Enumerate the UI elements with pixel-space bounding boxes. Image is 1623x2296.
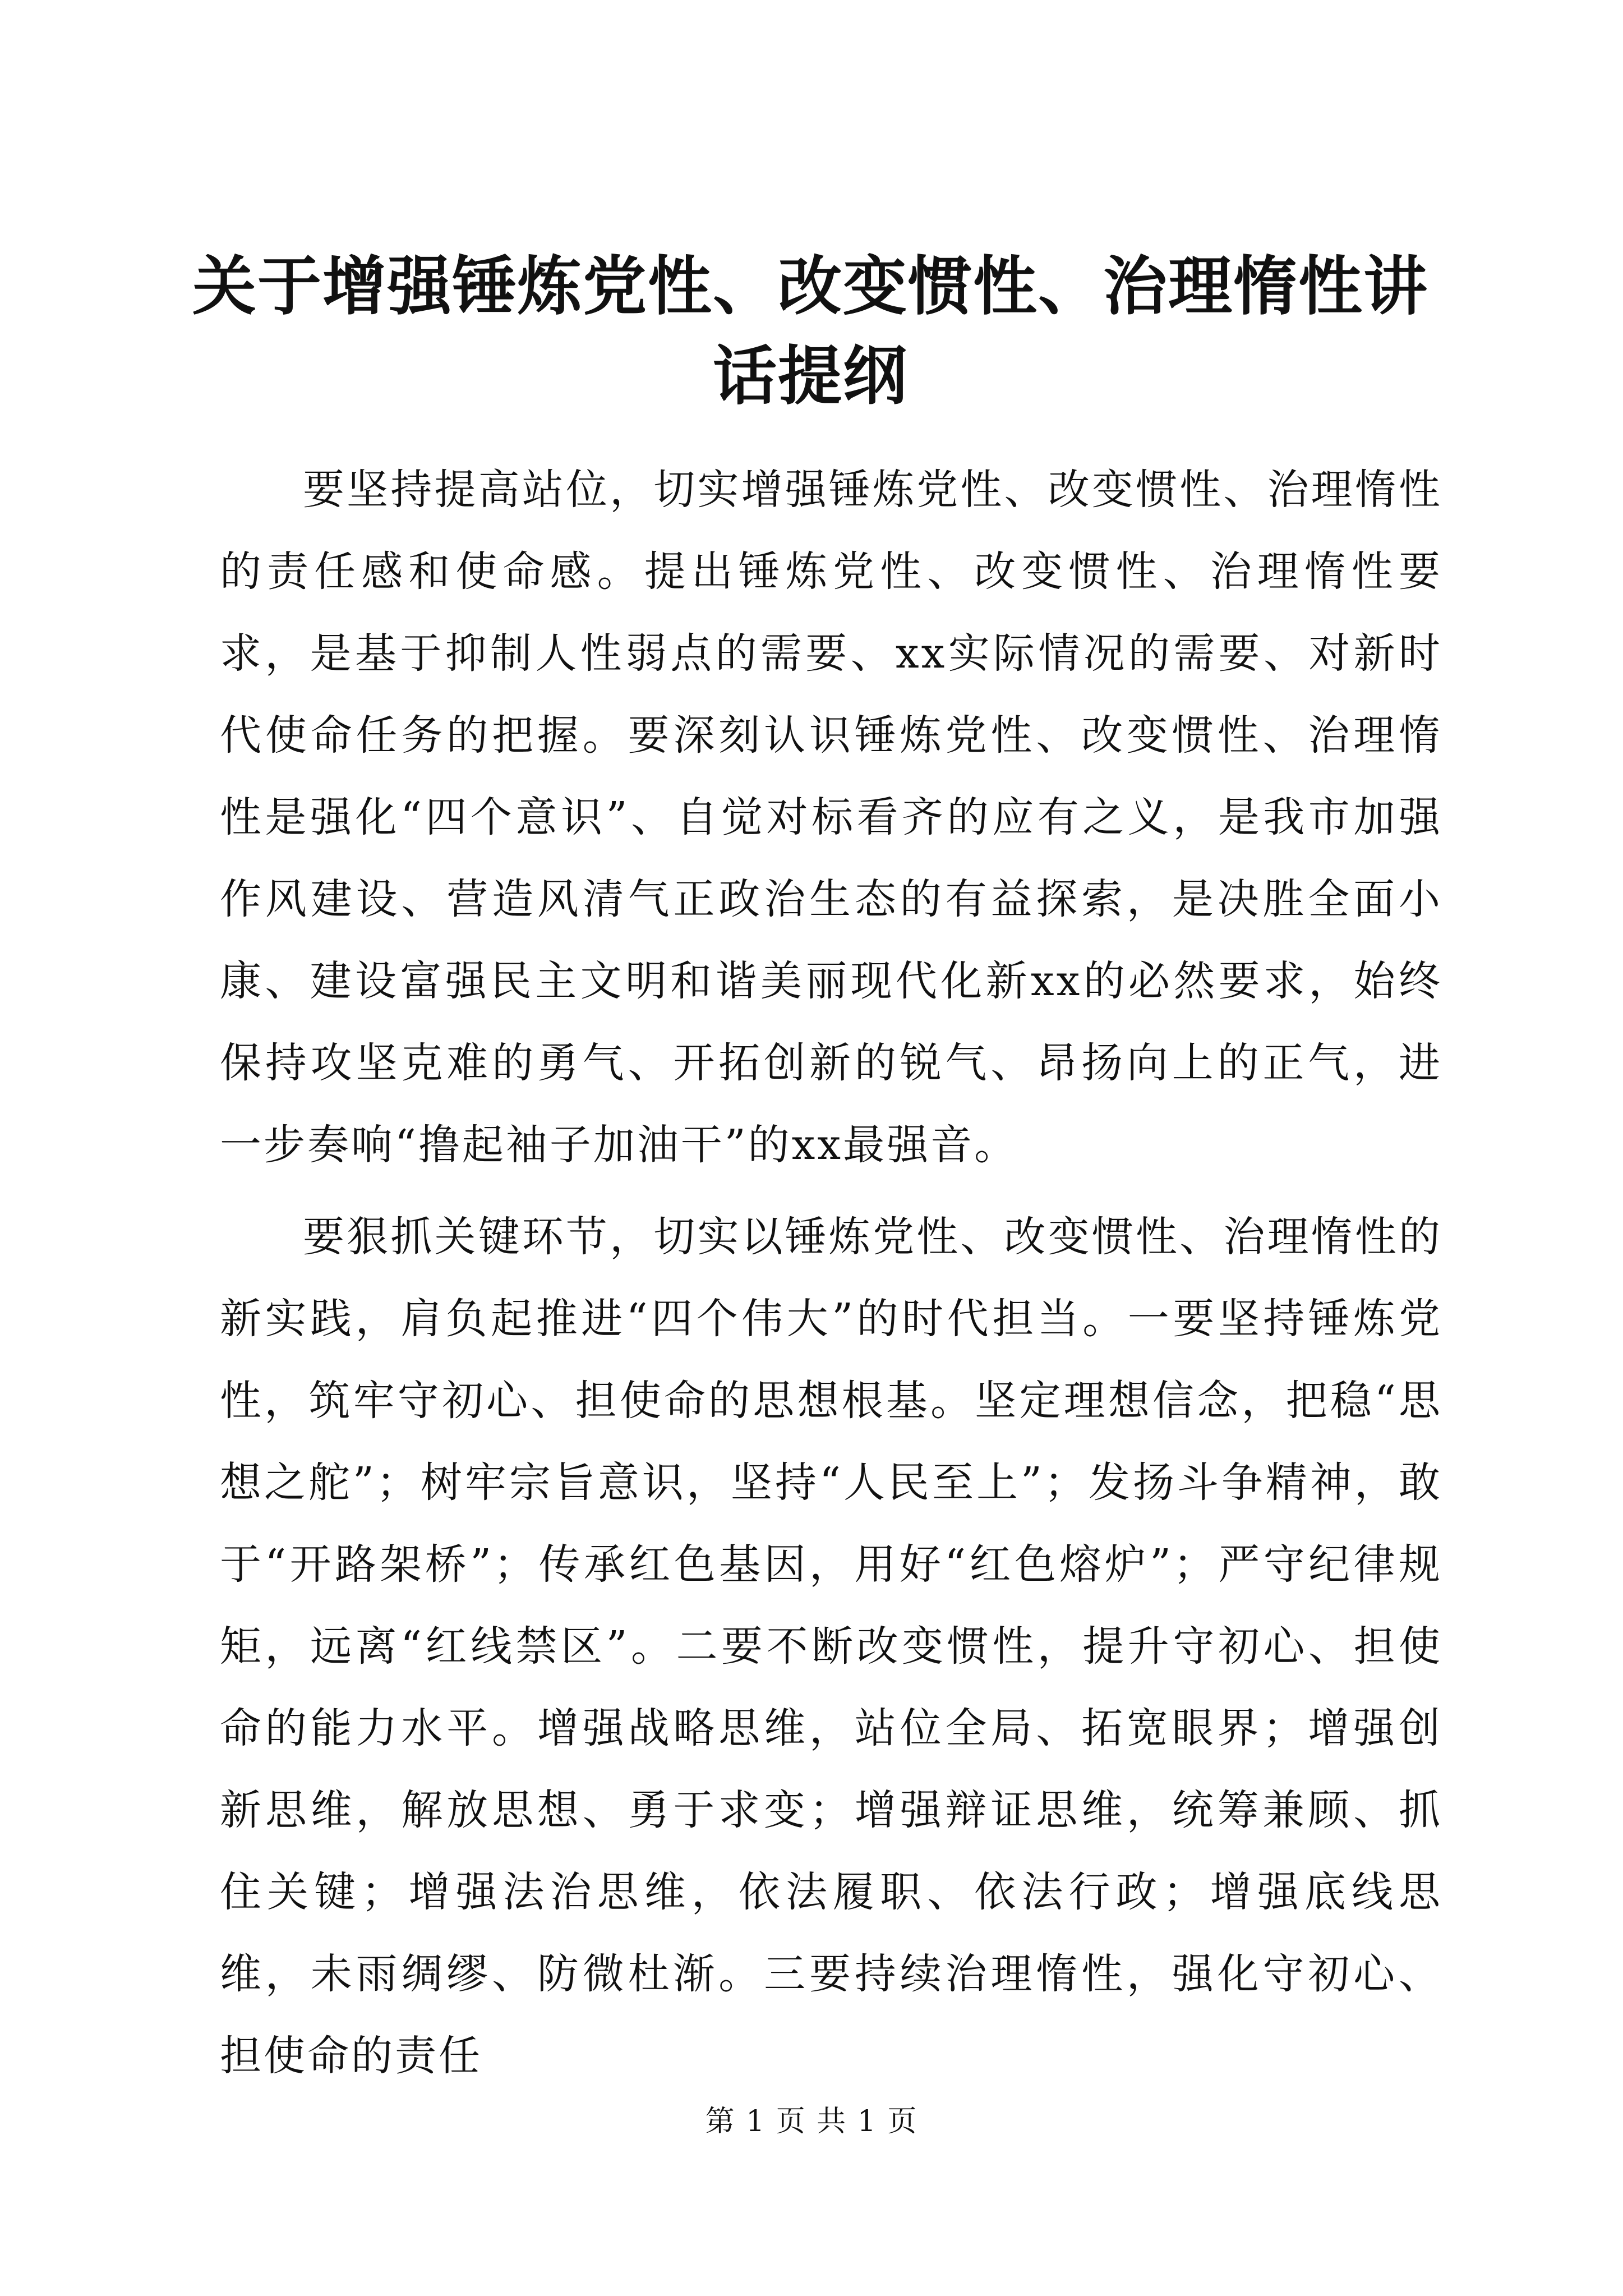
document-title: 关于增强锤炼党性、改变惯性、治理惰性讲话提纲 bbox=[192, 249, 1428, 413]
paragraph-2: 要狠抓关键环节，切实以锤炼党性、改变惯性、治理惰性的新实践，肩负起推进“四个伟大”的时代担当。一要坚持锤炼党性，筑牢守初心、担使命的思想根基。坚定理想信念，把稳“思想之舵”；树牢宗旨意识，坚持“人民至上”；发扬斗争精神，敢于“开路架桥”；传承红色基因，用好“红色熔炉”；严守纪律规矩，远离“红线禁区”。二要不断改变惯性，提升守初心、担使命的能力水平。增强战略思维，站位全局、拓宽眼界；增强创新思维，解放思想、勇于求变；增强辩证思维，统筹兼顾、抓住关键；增强法治思维，依法履职、依法行政；增强底线思维，未雨绸缪、防微杜渐。三要持续治理惰性，强化守初心、担使命的责任 bbox=[220, 1213, 1442, 2080]
document-body bbox=[220, 449, 1442, 2107]
paragraph-1: 要坚持提高站位，切实增强锤炼党性、改变惯性、治理惰性的责任感和使命感。提出锤炼党性、改变惯性、治理惰性要求，是基于抑制人性弱点的需要、xx实际情况的需要、对新时代使命任务的把握。要深刻认识锤炼党性、改变惯性、治理惰性是强化“四个意识”、自觉对标看齐的应有之义，是我市加强作风建设、营造风清气正政治生态的有益探索，是决胜全面小康、建设富强民主文明和谐美丽现代化新xx的必然要求，始终保持攻坚克难的勇气、开拓创新的锐气、昂扬向上的正气，进一步奏响“撸起袖子加油干”的xx最强音。 bbox=[220, 466, 1442, 1169]
page-footer: 第 1 页 共 1 页 bbox=[705, 2105, 918, 2138]
